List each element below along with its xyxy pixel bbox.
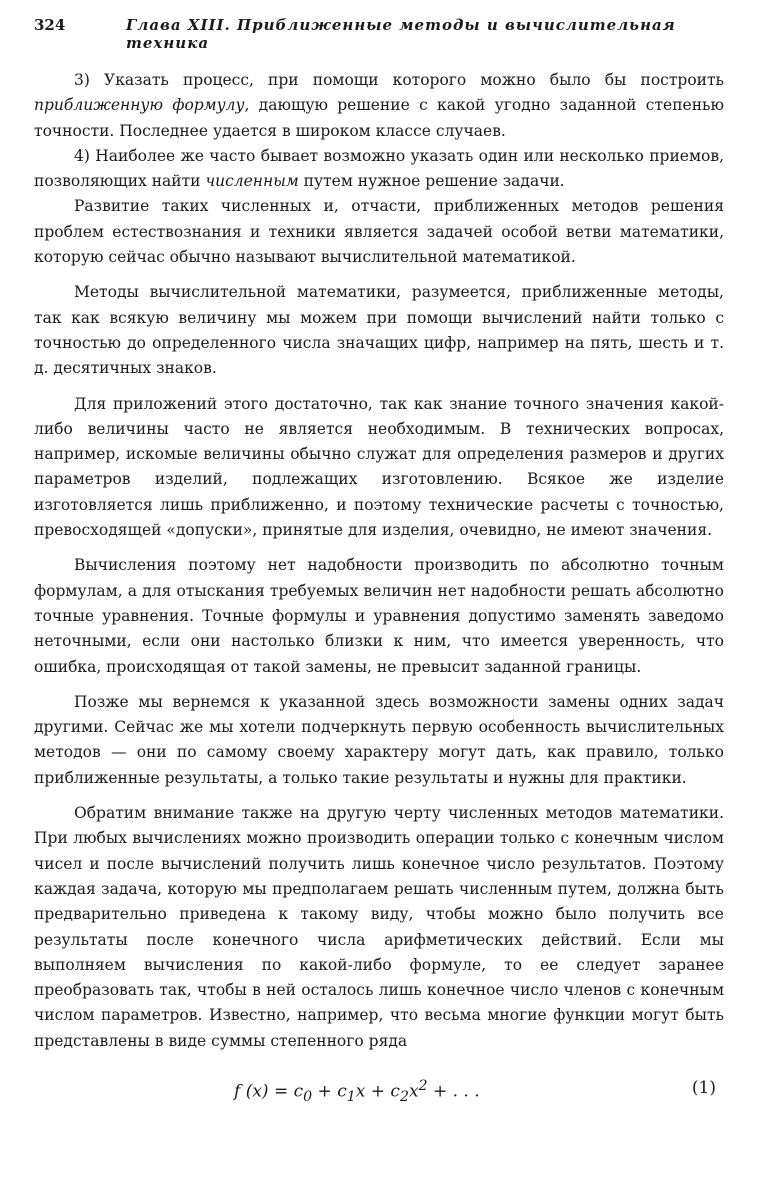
paragraph-3: Развитие таких численных и, отчасти, приближенных методов решения проблем естествознания и техники является задачей особой ветви математики, которую сейчас обычно называют вычислительной математикой. (34, 197, 724, 267)
paragraph-4: Методы вычислительной математики, разумеется, приближенные методы, так как всякую величину мы можем при помощи вычислений найти только с точностью до определенного числа значащих цифр, например на пять, шесть и т. д. десятичных знаков. (34, 283, 724, 378)
page-number: 324 (34, 16, 66, 34)
paragraph-5: Для приложений этого достаточно, так как знание точного значения какой-либо величины часто не является необходимым. В технических вопросах, например, искомые величины обычно служат для определения размеров и других параметров изделий, подлежащих изготовлению. Всякое же изделие изготовляется лишь приближенно, и поэтому технические расчеты с точностью, превосходящей «допуски», принятые для изделия, очевидно, не имеют значения. (34, 394, 724, 540)
formula-line (34, 1072, 724, 1112)
equation-number: (1) (691, 1077, 716, 1098)
paragraph-8: Обратим внимание также на другую черту численных методов математики. При любых вычислениях можно производить операции только с конечным числом чисел и после вычислений получить лишь конечное число результатов. Поэтому каждая задача, которую мы предполагаем решать численным путем, должна быть предварительно приведена к такому виду, чтобы можно было получить все результаты после конечного числа арифметических действий. Если мы выполняем вычисления по какой-либо формуле, то ее следует заранее преобразовать так, чтобы в ней осталось лишь конечное число членов с конечным числом параметров. Известно, например, что весьма многие функции могут быть представлены в виде суммы степенного ряда (34, 804, 724, 1050)
paragraph-1: 3) Указать процесс, при помощи которого можно было бы построить приближенную формулу, дающую решение с какой угодно заданной степенью точности. Последнее удается в широком классе случаев. (34, 71, 724, 140)
paragraph-7: Позже мы вернемся к указанной здесь возможности замены одних задач другими. Сейчас же мы хотели подчеркнуть первую особенность вычислительных методов — они по самому своему характеру могут дать, как правило, только приближенные результаты, а только такие результаты и нужны для практики. (34, 692, 724, 787)
page-header (34, 16, 724, 52)
paragraph-2: 4) Наиболее же часто бывает возможно указать один или несколько приемов, позволяющих найти численным путем нужное решение задачи. (34, 146, 724, 191)
running-head: Глава XIII. Приближенные методы и вычислительная техника (126, 16, 676, 52)
emphasis-approximate-formula: приближенную формулу (34, 96, 245, 115)
paragraph-6: Вычисления поэтому нет надобности производить по абсолютно точным формулам, а для отыскания требуемых величин нет надобности решать абсолютно точные уравнения. Точные формулы и уравнения допустимо заменять заведомо неточными, если они настолько близки к ним, что имеется уверенность, что ошибка, происходящая от такой замены, не превысит заданной границы. (34, 556, 724, 676)
emphasis-numerical: численным (205, 172, 299, 191)
power-series-formula: f $(x) = c_0 + c_1x + c_2x^2$ + . . . (234, 1077, 480, 1106)
page-body (34, 68, 724, 1112)
